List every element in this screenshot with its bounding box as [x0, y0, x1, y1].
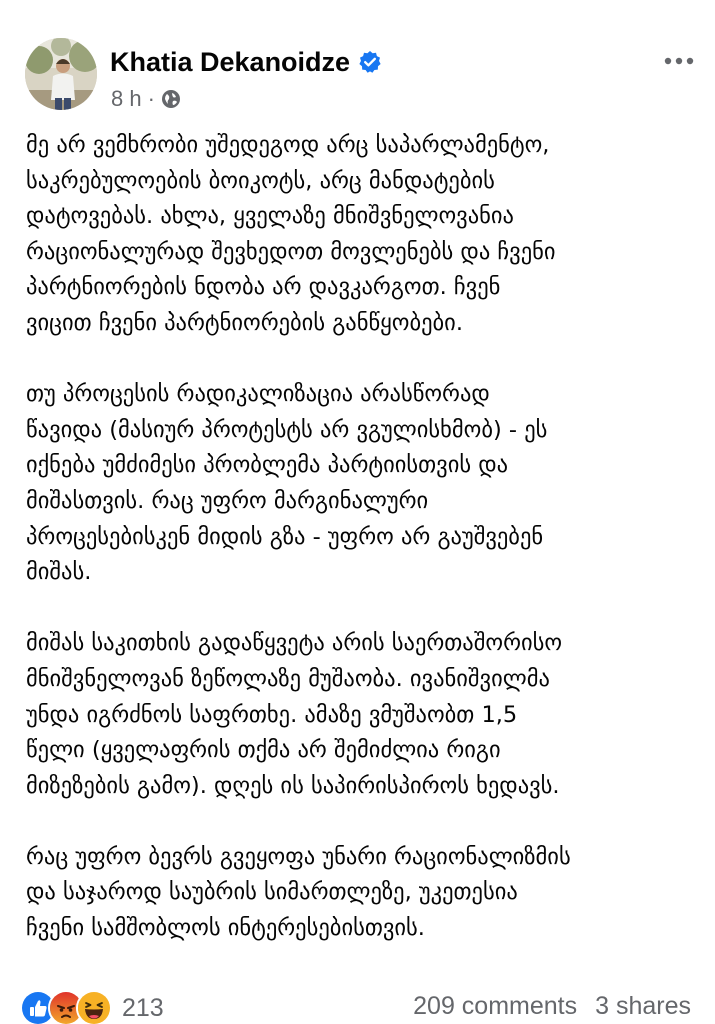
post-paragraph-3: მიშას საკითხის გადაწყვეტა არის საერთაშორისო მნიშვნელოვან ზეწოლაზე მუშაობა. ივანიშვილმა უნდა იგრძნოს საფრთხე. ამაზე ვმუშაობთ 1,5 წელი (ყველაფრის თქმა არ შემიძლია რიგი მიზეზების გამო). დღეს ის საპირისპიროს ხედავს. [26, 630, 563, 799]
comments-count[interactable]: 209 comments [413, 992, 578, 1020]
post-footer [0, 988, 715, 1024]
post-stats [413, 992, 691, 1021]
reaction-count[interactable]: 213 [122, 993, 164, 1022]
post-body [26, 128, 701, 947]
post-paragraph-2: თუ პროცესის რადიკალიზაცია არასწორად წავიდა (მასიურ პროტესტს არ ვგულისხმობ) - ეს იქნება უმძიმესი პრობლემა პარტიისთვის და მიშასთვის. რაც უფრო მარგინალური პროცესებისკენ მიდის გზა - უფრო არ გაუშვებენ მიშას. [26, 381, 548, 586]
reactions-summary[interactable] [20, 990, 164, 1024]
post-meta [111, 86, 181, 112]
author-name[interactable]: Khatia Dekanoidze [110, 47, 351, 77]
shares-count[interactable]: 3 shares [595, 992, 691, 1020]
post-paragraph-4: რაც უფრო ბევრს გვეყოფა უნარი რაციონალიზმის და საჯაროდ საუბრის სიმართლეზე, უკეთესია ჩვენი სამშობლოს ინტერესებისთვის. [26, 843, 571, 942]
haha-icon [76, 990, 112, 1024]
post-time[interactable]: 8 h [111, 86, 142, 111]
avatar[interactable] [25, 38, 97, 110]
verified-badge-icon [358, 50, 382, 74]
meta-separator: · [147, 86, 155, 111]
globe-icon[interactable] [161, 89, 181, 109]
more-options-icon[interactable] [663, 52, 695, 64]
post-header [0, 0, 715, 120]
author-row [110, 46, 382, 78]
post-paragraph-1: მე არ ვემხრობი უშედეგოდ არც საპარლამენტო, საკრებულოების ბოიკოტს, არც მანდატების დატოვებას. ახლა, ყველაზე მნიშვნელოვანია რაციონალურად შევხედოთ მოვლენებს და ჩვენი პარტნიორების ნდობა არ დავკარგოთ. ჩვენ ვიცით ჩვენი პარტნიორების განწყობები. [26, 132, 556, 336]
